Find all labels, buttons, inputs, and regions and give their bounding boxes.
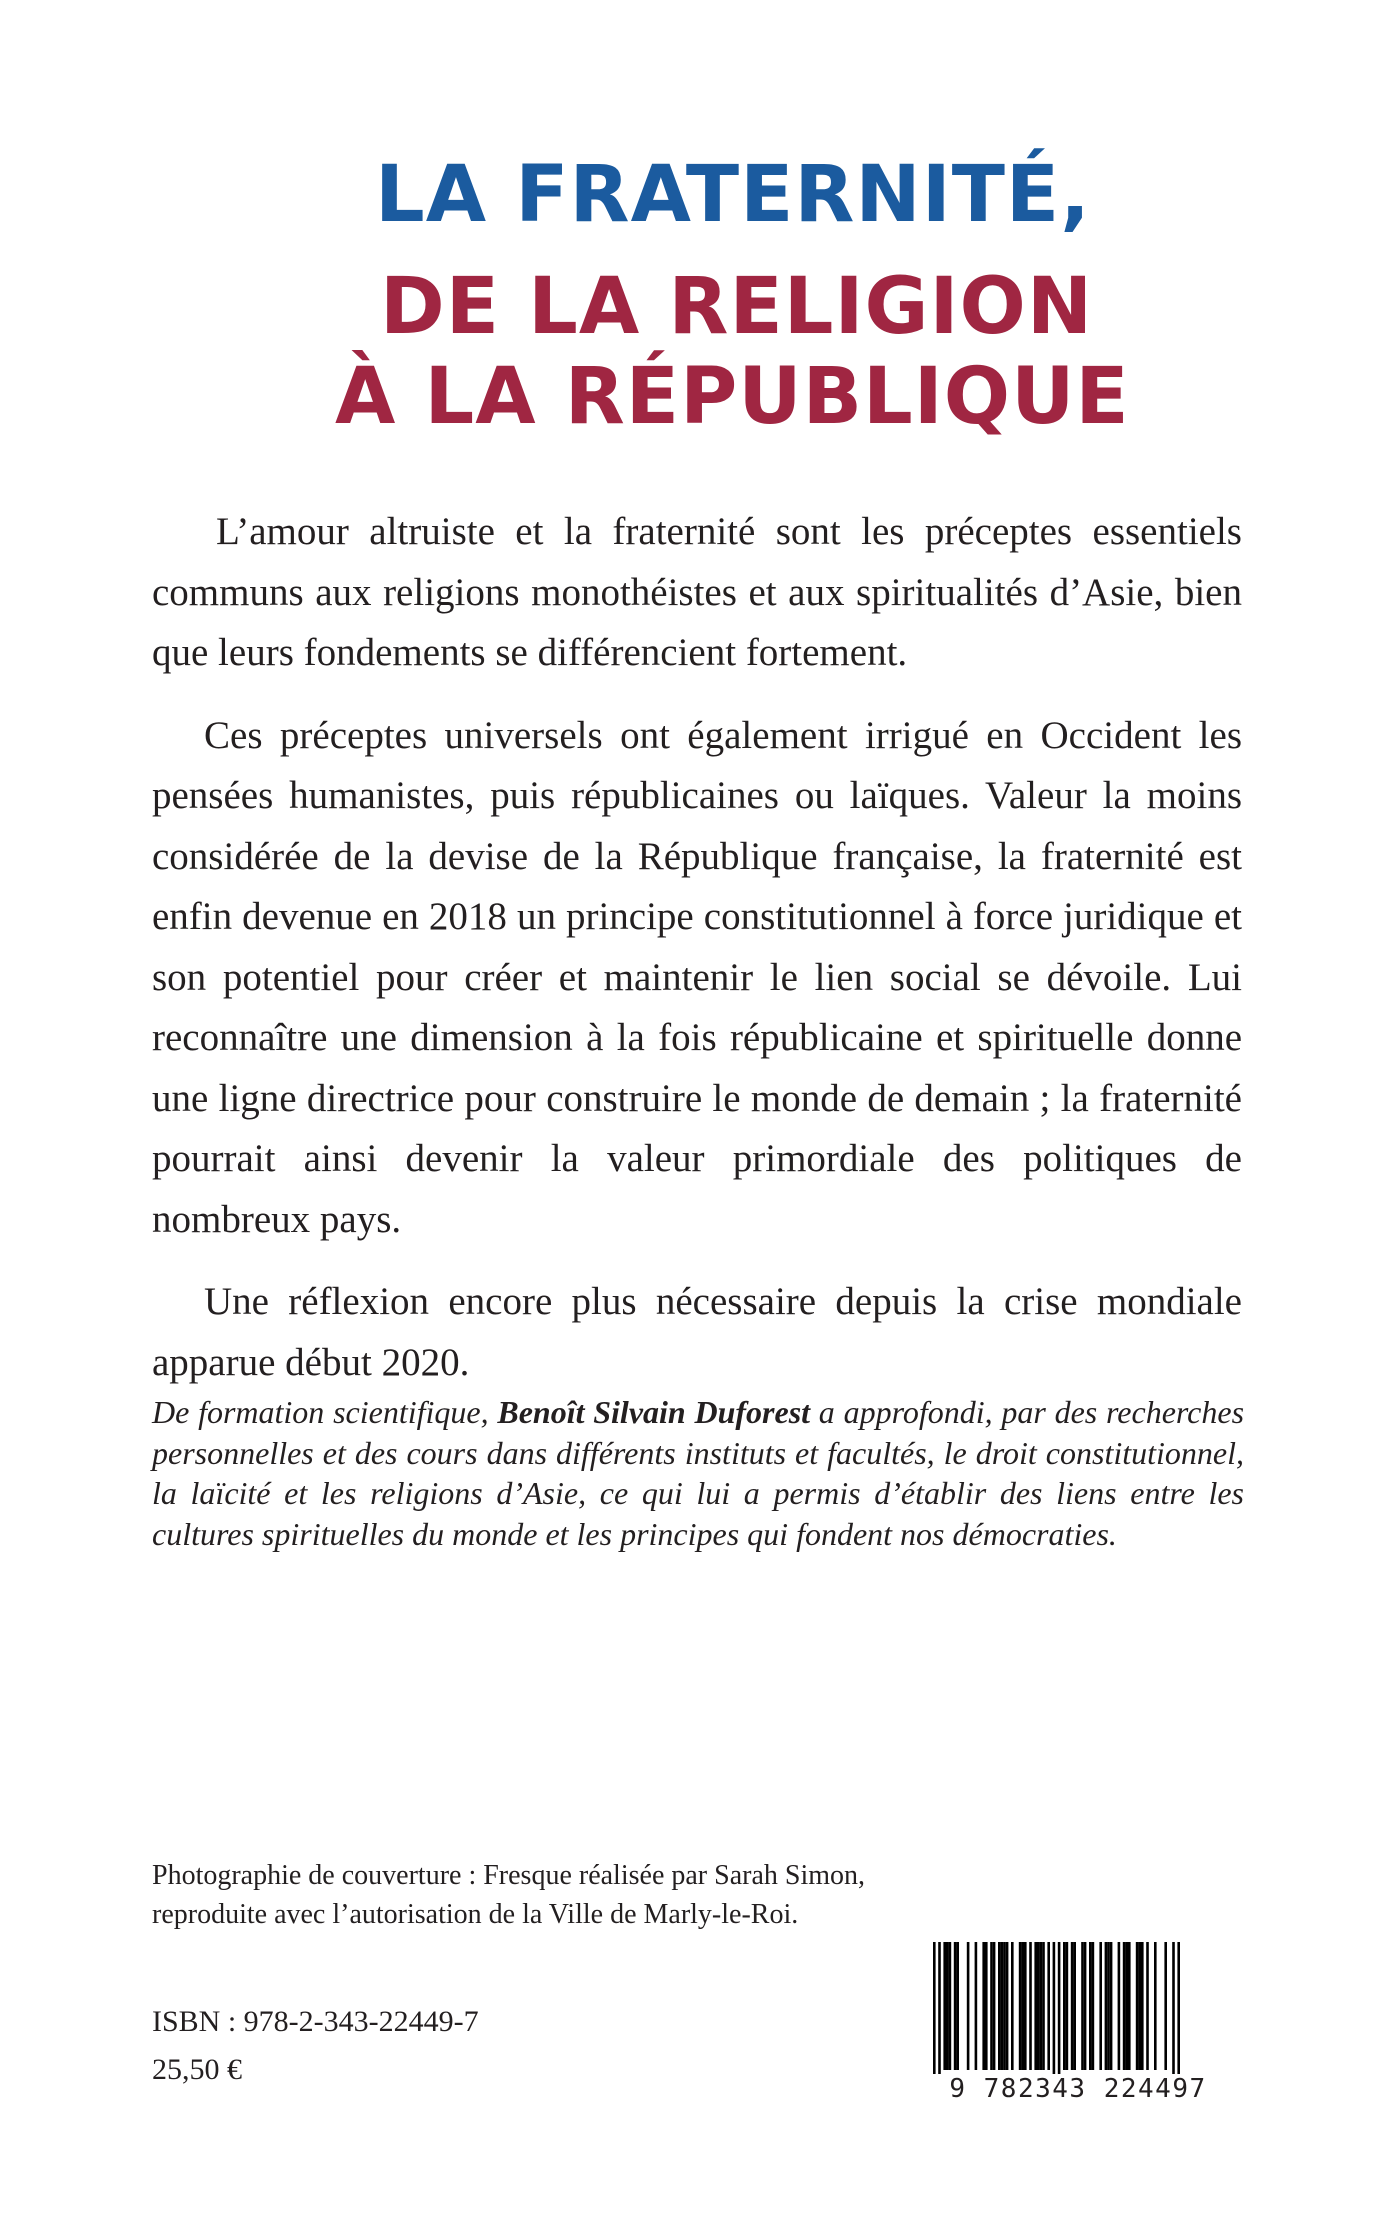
barcode-bar bbox=[1006, 1942, 1009, 2070]
barcode-bar bbox=[1146, 1942, 1149, 2070]
barcode-bar bbox=[1042, 1942, 1045, 2070]
title-line-2: DE LA RELIGION bbox=[380, 262, 1094, 352]
summary-paragraph-1: L’amour altruiste et la fraternité sont les préceptes essentiels communs aux religions monothéistes et aux spiritualités d’Asie, bien que leurs fondements se différencient fortement. bbox=[152, 510, 1242, 674]
barcode-bar bbox=[938, 1942, 941, 2074]
barcode-bar bbox=[1053, 1942, 1056, 2074]
barcode-bar bbox=[1034, 1942, 1037, 2070]
isbn-text: ISBN : 978-2-343-22449-7 bbox=[152, 2005, 479, 2038]
barcode-bar bbox=[1081, 1942, 1084, 2070]
barcode-bar bbox=[1047, 1942, 1050, 2070]
price-text: 25,50 € bbox=[152, 2053, 242, 2086]
barcode-bar bbox=[1063, 1942, 1066, 2070]
barcode-bar bbox=[1118, 1942, 1121, 2070]
barcode-bar bbox=[993, 1942, 996, 2070]
barcode-bar bbox=[954, 1942, 957, 2070]
summary-paragraph-2: Ces préceptes universels ont également irrigué en Occident les pensées humanistes, puis républicaines ou laïques. Valeur la moins considérée de la devise de la République française, la fraternité est enfin devenue en 2018 un principe constitutionnel à force juridique et son potentiel pour créer et maintenir le lien social se dévoile. Lui reconnaître une dimension à la fois républicaine et spirituelle donne une ligne directrice pour construire le monde de demain ; la fraternité pourrait ainsi devenir la valeur primordiale des politiques de nombreux pays. bbox=[152, 713, 1242, 1241]
barcode-bar bbox=[1040, 1942, 1043, 2070]
barcode-bar bbox=[1177, 1942, 1180, 2074]
title-line-1: LA FRATERNITÉ, bbox=[375, 150, 1091, 240]
author-bio bbox=[152, 1392, 1244, 1554]
barcode-bar bbox=[1089, 1942, 1092, 2070]
barcode-bar bbox=[998, 1942, 1001, 2070]
barcode-bar bbox=[1066, 1942, 1069, 2070]
barcode-bar bbox=[1138, 1942, 1141, 2070]
barcode-bar bbox=[1164, 1942, 1167, 2070]
barcode-bar bbox=[1125, 1942, 1128, 2070]
barcode-bars bbox=[913, 1940, 1243, 2074]
bio-intro: De formation scientifique, bbox=[152, 1394, 498, 1430]
barcode-bar bbox=[1123, 1942, 1126, 2070]
barcode-bar bbox=[1011, 1942, 1014, 2070]
summary-text bbox=[152, 502, 1242, 1415]
barcode-bar bbox=[1058, 1942, 1061, 2074]
barcode-bar bbox=[1128, 1942, 1131, 2070]
barcode-bar bbox=[1084, 1942, 1087, 2070]
barcode-bar bbox=[982, 1942, 985, 2070]
barcode-bar bbox=[1105, 1942, 1108, 2070]
barcode-bar bbox=[956, 1942, 959, 2070]
barcode bbox=[913, 1940, 1243, 2112]
barcode-bar bbox=[943, 1942, 946, 2070]
barcode-bar bbox=[1037, 1942, 1040, 2070]
barcode-bar bbox=[990, 1942, 993, 2070]
title-line-3: À LA RÉPUBLIQUE bbox=[335, 352, 1130, 442]
photo-credit bbox=[152, 1856, 952, 1934]
barcode-bar bbox=[946, 1942, 949, 2070]
barcode-bar bbox=[967, 1942, 970, 2070]
barcode-bar bbox=[1141, 1942, 1144, 2070]
barcode-bar bbox=[1019, 1942, 1022, 2070]
barcode-bar bbox=[949, 1942, 952, 2070]
barcode-bar bbox=[1099, 1942, 1102, 2070]
barcode-bar bbox=[1071, 1942, 1074, 2070]
summary-paragraph-3: Une réflexion encore plus nécessaire depuis la crise mondiale apparue début 2020. bbox=[152, 1280, 1242, 1384]
barcode-bar bbox=[933, 1942, 936, 2074]
barcode-bar bbox=[1092, 1942, 1095, 2070]
barcode-number: 9 782343 224497 bbox=[949, 2074, 1207, 2104]
barcode-bar bbox=[1003, 1942, 1006, 2070]
barcode-bar bbox=[1024, 1942, 1027, 2070]
barcode-bar bbox=[975, 1942, 978, 2070]
barcode-bar bbox=[1172, 1942, 1175, 2074]
barcode-bar bbox=[1154, 1942, 1157, 2070]
barcode-bar bbox=[1029, 1942, 1032, 2070]
barcode-bar bbox=[1136, 1942, 1139, 2070]
photo-credit-line-1: Photographie de couverture : Fresque réalisée par Sarah Simon, bbox=[152, 1860, 866, 1891]
barcode-bar bbox=[1001, 1942, 1004, 2070]
author-name: Benoît Silvain Duforest bbox=[497, 1394, 811, 1430]
barcode-bar bbox=[1021, 1942, 1024, 2070]
barcode-bar bbox=[985, 1942, 988, 2070]
barcode-bar bbox=[1073, 1942, 1076, 2070]
barcode-bar bbox=[1107, 1942, 1110, 2070]
bio-rest: a approfondi, par des recherches personnelles et des cours dans différents instituts et facultés, le droit constitutionnel, la laïcité et les religions d’Asie, ce qui lui a permis d’établir des liens entre les cultures spirituelles du monde et les principes qui fondent nos démocraties. bbox=[152, 1394, 1245, 1552]
photo-credit-line-2: reproduite avec l’autorisation de la Ville de Marly-le-Roi. bbox=[152, 1899, 799, 1930]
barcode-bar bbox=[1110, 1942, 1113, 2070]
